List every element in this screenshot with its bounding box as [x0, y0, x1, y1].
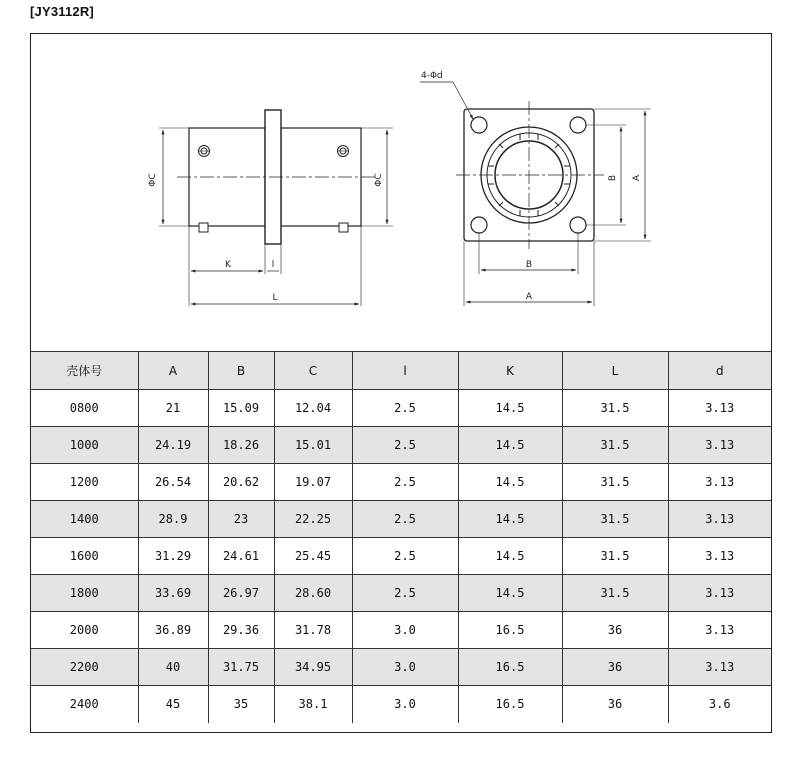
cell-a: 26.54 [138, 464, 208, 501]
cell-l-total: 31.5 [562, 427, 668, 464]
dim-label-phi-c-left: ΦC [148, 173, 158, 187]
cell-l-total: 31.5 [562, 538, 668, 575]
cell-shell-size: 1800 [31, 575, 138, 612]
header-k: K [458, 352, 562, 390]
cell-d: 3.13 [668, 575, 771, 612]
cell-d: 3.13 [668, 649, 771, 686]
cell-b: 29.36 [208, 612, 274, 649]
header-d: d [668, 352, 771, 390]
cell-b: 31.75 [208, 649, 274, 686]
cell-a: 28.9 [138, 501, 208, 538]
cell-a: 33.69 [138, 575, 208, 612]
cell-shell-size: 1600 [31, 538, 138, 575]
dim-label-a-horizontal: A [525, 292, 533, 302]
dim-label-phi-c-right: ΦC [374, 173, 384, 187]
cell-c: 38.1 [274, 686, 352, 723]
dim-label-k: K [225, 260, 231, 270]
header-a: A [138, 352, 208, 390]
cell-l-small: 3.0 [352, 686, 458, 723]
cell-l-small: 3.0 [352, 649, 458, 686]
front-view [420, 82, 651, 306]
cell-a: 36.89 [138, 612, 208, 649]
page-title: [JY3112R] [30, 4, 94, 19]
cell-d: 3.13 [668, 501, 771, 538]
cell-shell-size: 1400 [31, 501, 138, 538]
cell-c: 31.78 [274, 612, 352, 649]
cell-l-small: 2.5 [352, 501, 458, 538]
cell-a: 24.19 [138, 427, 208, 464]
header-c: C [274, 352, 352, 390]
cell-b: 15.09 [208, 390, 274, 427]
cell-a: 40 [138, 649, 208, 686]
cell-l-total: 36 [562, 612, 668, 649]
table-row [31, 464, 771, 501]
cell-c: 22.25 [274, 501, 352, 538]
dim-label-a-vertical: A [632, 174, 642, 182]
cell-k: 16.5 [458, 649, 562, 686]
dim-label-l-small: l [271, 260, 275, 270]
cell-k: 14.5 [458, 538, 562, 575]
cell-a: 45 [138, 686, 208, 723]
cell-shell-size: 1000 [31, 427, 138, 464]
cell-c: 15.01 [274, 427, 352, 464]
cell-shell-size: 0800 [31, 390, 138, 427]
cell-d: 3.13 [668, 427, 771, 464]
cell-k: 14.5 [458, 427, 562, 464]
cell-a: 21 [138, 390, 208, 427]
table-row [31, 538, 771, 575]
cell-l-small: 2.5 [352, 390, 458, 427]
technical-drawing [31, 34, 771, 351]
cell-l-total: 36 [562, 686, 668, 723]
table-row [31, 612, 771, 649]
cell-d: 3.13 [668, 538, 771, 575]
cell-l-total: 36 [562, 649, 668, 686]
cell-l-small: 2.5 [352, 464, 458, 501]
cell-shell-size: 2400 [31, 686, 138, 723]
header-b: B [208, 352, 274, 390]
cell-k: 16.5 [458, 612, 562, 649]
stud-left [199, 223, 208, 232]
dim-label-b-horizontal: B [525, 260, 533, 270]
corner-hole-br [570, 217, 586, 233]
header-shell-size: 壳体号 [31, 352, 138, 390]
cell-k: 14.5 [458, 464, 562, 501]
cell-d: 3.13 [668, 464, 771, 501]
cell-l-total: 31.5 [562, 390, 668, 427]
cell-a: 31.29 [138, 538, 208, 575]
cell-shell-size: 1200 [31, 464, 138, 501]
cell-c: 34.95 [274, 649, 352, 686]
cell-d: 3.6 [668, 686, 771, 723]
cell-c: 12.04 [274, 390, 352, 427]
cell-k: 14.5 [458, 575, 562, 612]
table-row [31, 686, 771, 723]
table-row [31, 649, 771, 686]
stud-right [339, 223, 348, 232]
cell-c: 25.45 [274, 538, 352, 575]
dim-label-hole: 4-Φd [421, 71, 443, 81]
dim-label-l-total: L [272, 293, 278, 303]
bolt-left-icon [198, 146, 210, 157]
cell-l-small: 2.5 [352, 575, 458, 612]
spec-table [31, 351, 771, 723]
table-row [31, 575, 771, 612]
cell-k: 14.5 [458, 390, 562, 427]
table-row [31, 427, 771, 464]
corner-hole-tr [570, 117, 586, 133]
dim-label-b-vertical: B [608, 174, 618, 182]
cell-k: 14.5 [458, 501, 562, 538]
cell-d: 3.13 [668, 390, 771, 427]
side-view [159, 110, 393, 306]
table-row [31, 390, 771, 427]
cell-l-total: 31.5 [562, 464, 668, 501]
cell-k: 16.5 [458, 686, 562, 723]
cell-l-small: 2.5 [352, 427, 458, 464]
corner-hole-bl [471, 217, 487, 233]
cell-l-total: 31.5 [562, 501, 668, 538]
header-l-small: l [352, 352, 458, 390]
spec-sheet-frame [30, 33, 772, 733]
cell-c: 19.07 [274, 464, 352, 501]
cell-b: 23 [208, 501, 274, 538]
cell-l-small: 3.0 [352, 612, 458, 649]
cell-d: 3.13 [668, 612, 771, 649]
bolt-right-icon [337, 146, 349, 157]
table-header-row [31, 352, 771, 390]
cell-b: 24.61 [208, 538, 274, 575]
corner-hole-tl [471, 117, 487, 133]
header-l-total: L [562, 352, 668, 390]
cell-b: 35 [208, 686, 274, 723]
cell-shell-size: 2200 [31, 649, 138, 686]
cell-b: 26.97 [208, 575, 274, 612]
cell-b: 20.62 [208, 464, 274, 501]
cell-c: 28.60 [274, 575, 352, 612]
table-row [31, 501, 771, 538]
cell-l-small: 2.5 [352, 538, 458, 575]
cell-shell-size: 2000 [31, 612, 138, 649]
cell-l-total: 31.5 [562, 575, 668, 612]
cell-b: 18.26 [208, 427, 274, 464]
